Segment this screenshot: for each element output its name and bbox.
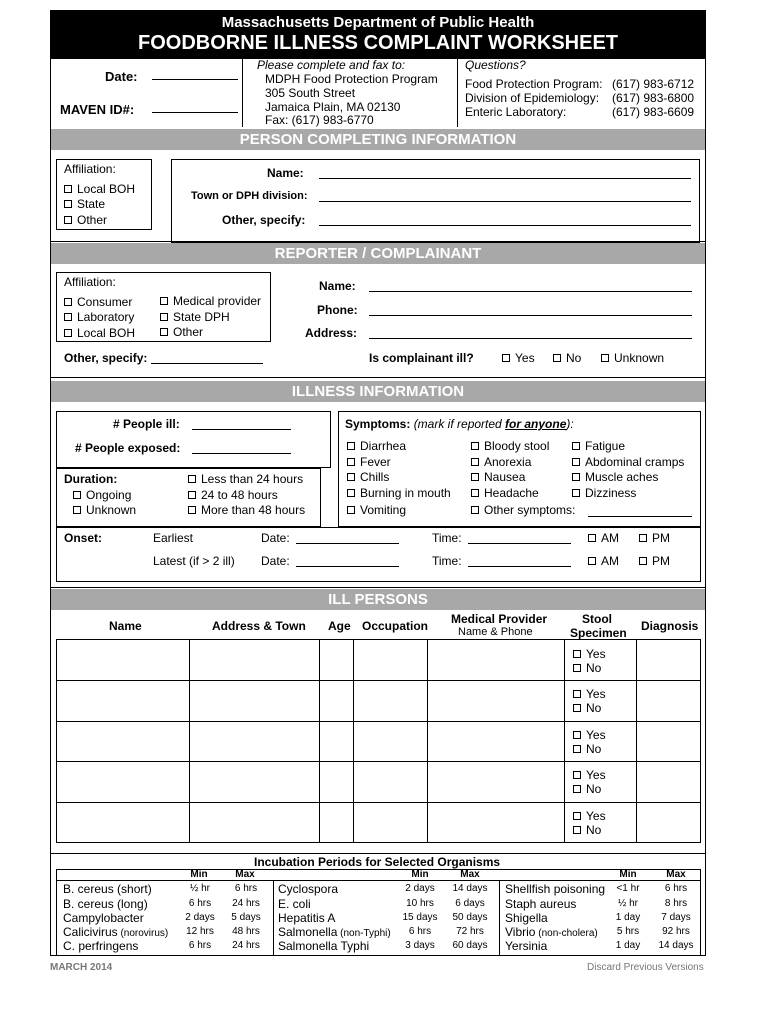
col-occupation: Occupation: [362, 619, 429, 633]
symptom-muscle-aches[interactable]: Muscle aches: [572, 470, 658, 484]
organism-name: Cyclospora: [278, 882, 339, 896]
fax-heading: Please complete and fax to:: [257, 58, 406, 72]
complainant-ill-label: Is complainant ill?: [369, 351, 474, 365]
other-symptoms-field[interactable]: [588, 516, 692, 517]
earliest-time-label: Time:: [432, 531, 462, 545]
symptom-vomiting[interactable]: Vomiting: [347, 503, 406, 517]
option-laboratory[interactable]: Laboratory: [64, 310, 134, 324]
earliest-label: Earliest: [153, 531, 194, 545]
organism-name: B. cereus (short): [63, 882, 152, 896]
incubation-max: 72 hrs: [456, 926, 484, 937]
earliest-date-label: Date:: [261, 531, 290, 545]
incubation-max: 60 days: [452, 940, 488, 951]
duration-label: Duration:: [64, 472, 118, 486]
earliest-date-field[interactable]: [296, 543, 399, 544]
other-specify-field[interactable]: [319, 225, 691, 226]
latest-pm[interactable]: PM: [639, 554, 670, 568]
ill-no-option[interactable]: No: [553, 351, 581, 365]
incubation-min: 6 hrs: [188, 898, 212, 909]
stool-yes[interactable]: Yes: [573, 687, 606, 701]
stool-no[interactable]: No: [573, 742, 601, 756]
col-address: Address & Town: [212, 619, 306, 633]
col-stool-sub: Specimen: [570, 626, 627, 640]
col-provider: Medical Provider: [451, 612, 548, 626]
ill-yes-option[interactable]: Yes: [502, 351, 535, 365]
min-header: Min: [411, 869, 429, 880]
illness-band: ILLNESS INFORMATION: [51, 381, 705, 402]
duration-under-24[interactable]: Less than 24 hours: [188, 472, 303, 486]
stool-no[interactable]: No: [573, 782, 601, 796]
division-label: Town or DPH division:: [191, 190, 308, 202]
incubation-min: 2 days: [405, 883, 435, 894]
agency-name: Massachusetts Department of Public Health: [221, 14, 535, 31]
earliest-am[interactable]: AM: [588, 531, 619, 545]
fax-line: MDPH Food Protection Program: [265, 72, 438, 86]
other-specify-label: Other, specify:: [222, 213, 306, 227]
form-title: FOODBORNE ILLNESS COMPLAINT WORKSHEET: [138, 32, 618, 54]
organism-name: Hepatitis A: [278, 911, 336, 925]
reporter-address-field[interactable]: [369, 338, 692, 339]
symptom-burning-mouth[interactable]: Burning in mouth: [347, 486, 451, 500]
contact-name: Division of Epidemiology:: [465, 91, 600, 105]
incubation-max: 5 days: [231, 912, 261, 923]
contact-name: Food Protection Program:: [465, 77, 603, 91]
organism-name: Vibrio (non-cholera): [505, 925, 598, 939]
organism-name: Salmonella (non-Typhi): [278, 925, 391, 939]
incubation-min: 5 hrs: [616, 926, 640, 937]
incubation-min: 6 hrs: [188, 940, 212, 951]
contact-phone: (617) 983-6712: [612, 77, 695, 91]
earliest-time-field[interactable]: [468, 543, 571, 544]
footer-note: Discard Previous Versions: [587, 962, 704, 973]
footer-date: MARCH 2014: [50, 962, 113, 973]
incubation-title: Incubation Periods for Selected Organisms: [254, 855, 501, 869]
other-specify-field[interactable]: [151, 363, 263, 364]
fax-line: Fax: (617) 983-6770: [265, 113, 374, 127]
incubation-min: 12 hrs: [186, 926, 214, 937]
symptom-other[interactable]: Other symptoms:: [471, 503, 575, 517]
min-header: Min: [619, 869, 637, 880]
fax-line: Jamaica Plain, MA 02130: [265, 100, 401, 114]
organism-name: Salmonella Typhi: [278, 939, 370, 953]
latest-time-label: Time:: [432, 554, 462, 568]
option-state-dph[interactable]: State DPH: [160, 310, 230, 324]
option-consumer[interactable]: Consumer: [64, 295, 132, 309]
symptom-diarrhea[interactable]: Diarrhea: [347, 439, 406, 453]
organism-name: Campylobacter: [63, 911, 144, 925]
organism-name: Shigella: [505, 911, 548, 925]
incubation-min: <1 hr: [616, 883, 640, 894]
reporter-name-field[interactable]: [369, 291, 692, 292]
option-state[interactable]: State: [64, 197, 105, 211]
duration-over-48[interactable]: More than 48 hours: [188, 503, 305, 517]
max-header: Max: [666, 869, 686, 880]
incubation-min: 1 day: [615, 940, 641, 951]
incubation-max: 8 hrs: [664, 898, 688, 909]
latest-time-field[interactable]: [468, 566, 571, 567]
stool-no[interactable]: No: [573, 661, 601, 675]
organism-name: C. perfringens: [63, 939, 139, 953]
max-header: Max: [460, 869, 480, 880]
incubation-max: 14 days: [658, 940, 694, 951]
organism-name: E. coli: [278, 897, 311, 911]
max-header: Max: [235, 869, 255, 880]
latest-date-label: Date:: [261, 554, 290, 568]
incubation-min: ½ hr: [617, 898, 638, 909]
symptom-abdominal-cramps[interactable]: Abdominal cramps: [572, 455, 684, 469]
name-label: Name:: [267, 166, 304, 180]
symptom-nausea[interactable]: Nausea: [471, 470, 525, 484]
reporter-phone-field[interactable]: [369, 315, 692, 316]
fax-line: 305 South Street: [265, 86, 356, 100]
latest-am[interactable]: AM: [588, 554, 619, 568]
person-completing-band: PERSON COMPLETING INFORMATION: [51, 129, 705, 150]
min-header: Min: [190, 869, 208, 880]
questions-heading: Questions?: [465, 58, 526, 72]
incubation-max: 6 days: [455, 898, 485, 909]
people-count-box: [56, 411, 331, 468]
people-ill-field[interactable]: [192, 429, 291, 430]
incubation-min: 10 hrs: [406, 898, 434, 909]
symptom-anorexia[interactable]: Anorexia: [471, 455, 531, 469]
symptom-fever[interactable]: Fever: [347, 455, 391, 469]
stool-no[interactable]: No: [573, 701, 601, 715]
people-exposed-label: # People exposed:: [75, 441, 181, 455]
incubation-max: 24 hrs: [232, 940, 260, 951]
form-header: [51, 11, 705, 59]
other-specify-label: Other, specify:: [64, 351, 148, 365]
contact-phone: (617) 983-6609: [612, 105, 695, 119]
incubation-max: 7 days: [661, 912, 691, 923]
maven-id-label: MAVEN ID#:: [60, 102, 135, 117]
incubation-min: 2 days: [185, 912, 215, 923]
maven-id-field[interactable]: [152, 112, 238, 113]
symptom-headache[interactable]: Headache: [471, 486, 539, 500]
option-local-boh[interactable]: Local BOH: [64, 326, 135, 340]
date-label: Date:: [105, 69, 138, 84]
latest-date-field[interactable]: [296, 566, 399, 567]
symptom-bloody-stool[interactable]: Bloody stool: [471, 439, 549, 453]
ill-persons-band: ILL PERSONS: [51, 589, 705, 610]
people-ill-label: # People ill:: [113, 417, 180, 431]
incubation-max: 6 hrs: [234, 883, 258, 894]
incubation-min: 3 days: [405, 940, 435, 951]
duration-ongoing[interactable]: Ongoing: [73, 488, 131, 502]
incubation-min: 15 days: [402, 912, 438, 923]
incubation-max: 92 hrs: [662, 926, 690, 937]
ill-unknown-option[interactable]: Unknown: [601, 351, 664, 365]
reporter-name-label: Name:: [319, 279, 356, 293]
option-medical-provider[interactable]: Medical provider: [160, 294, 261, 308]
incubation-max: 14 days: [452, 883, 488, 894]
incubation-max: 50 days: [452, 912, 488, 923]
onset-label: Onset:: [64, 531, 103, 545]
duration-24-48[interactable]: 24 to 48 hours: [188, 488, 278, 502]
incubation-min: 6 hrs: [408, 926, 432, 937]
option-other[interactable]: Other: [64, 213, 107, 227]
date-field[interactable]: [152, 79, 238, 80]
stool-yes[interactable]: Yes: [573, 728, 606, 742]
contact-name: Enteric Laboratory:: [465, 105, 567, 119]
contact-phone: (617) 983-6800: [612, 91, 695, 105]
option-other[interactable]: Other: [160, 325, 203, 339]
name-field[interactable]: [319, 178, 691, 179]
organism-name: Staph aureus: [505, 897, 577, 911]
col-provider-sub: Name & Phone: [458, 626, 533, 638]
col-stool: Stool: [582, 612, 612, 626]
incubation-max: 48 hrs: [232, 926, 260, 937]
organism-name: B. cereus (long): [63, 897, 148, 911]
col-diagnosis: Diagnosis: [641, 619, 699, 633]
stool-no[interactable]: No: [573, 823, 601, 837]
people-exposed-field[interactable]: [192, 453, 291, 454]
incubation-min: 1 day: [615, 912, 641, 923]
organism-name: Calicivirus (norovirus): [63, 925, 169, 939]
duration-unknown[interactable]: Unknown: [73, 503, 136, 517]
affiliation-label: Affiliation:: [64, 162, 116, 176]
latest-label: Latest (if > 2 ill): [153, 554, 235, 568]
option-local-boh[interactable]: Local BOH: [64, 182, 135, 196]
complaint-worksheet: [50, 10, 706, 956]
reporter-band: REPORTER / COMPLAINANT: [51, 243, 705, 264]
incubation-min: ½ hr: [189, 883, 210, 894]
symptom-chills[interactable]: Chills: [347, 470, 389, 484]
symptoms-label: Symptoms: (mark if reported for anyone):: [345, 417, 574, 431]
reporter-phone-label: Phone:: [317, 303, 358, 317]
col-name: Name: [109, 619, 142, 633]
symptom-fatigue[interactable]: Fatigue: [572, 439, 625, 453]
organism-name: Shellfish poisoning: [505, 882, 606, 896]
stool-yes[interactable]: Yes: [573, 768, 606, 782]
earliest-pm[interactable]: PM: [639, 531, 670, 545]
reporter-address-label: Address:: [305, 326, 358, 340]
incubation-max: 24 hrs: [232, 898, 260, 909]
symptom-dizziness[interactable]: Dizziness: [572, 486, 636, 500]
incubation-max: 6 hrs: [664, 883, 688, 894]
col-age: Age: [328, 619, 351, 633]
organism-name: Yersinia: [505, 939, 548, 953]
affiliation-label: Affiliation:: [64, 275, 116, 289]
stool-yes[interactable]: Yes: [573, 809, 606, 823]
division-field[interactable]: [319, 201, 691, 202]
stool-yes[interactable]: Yes: [573, 647, 606, 661]
